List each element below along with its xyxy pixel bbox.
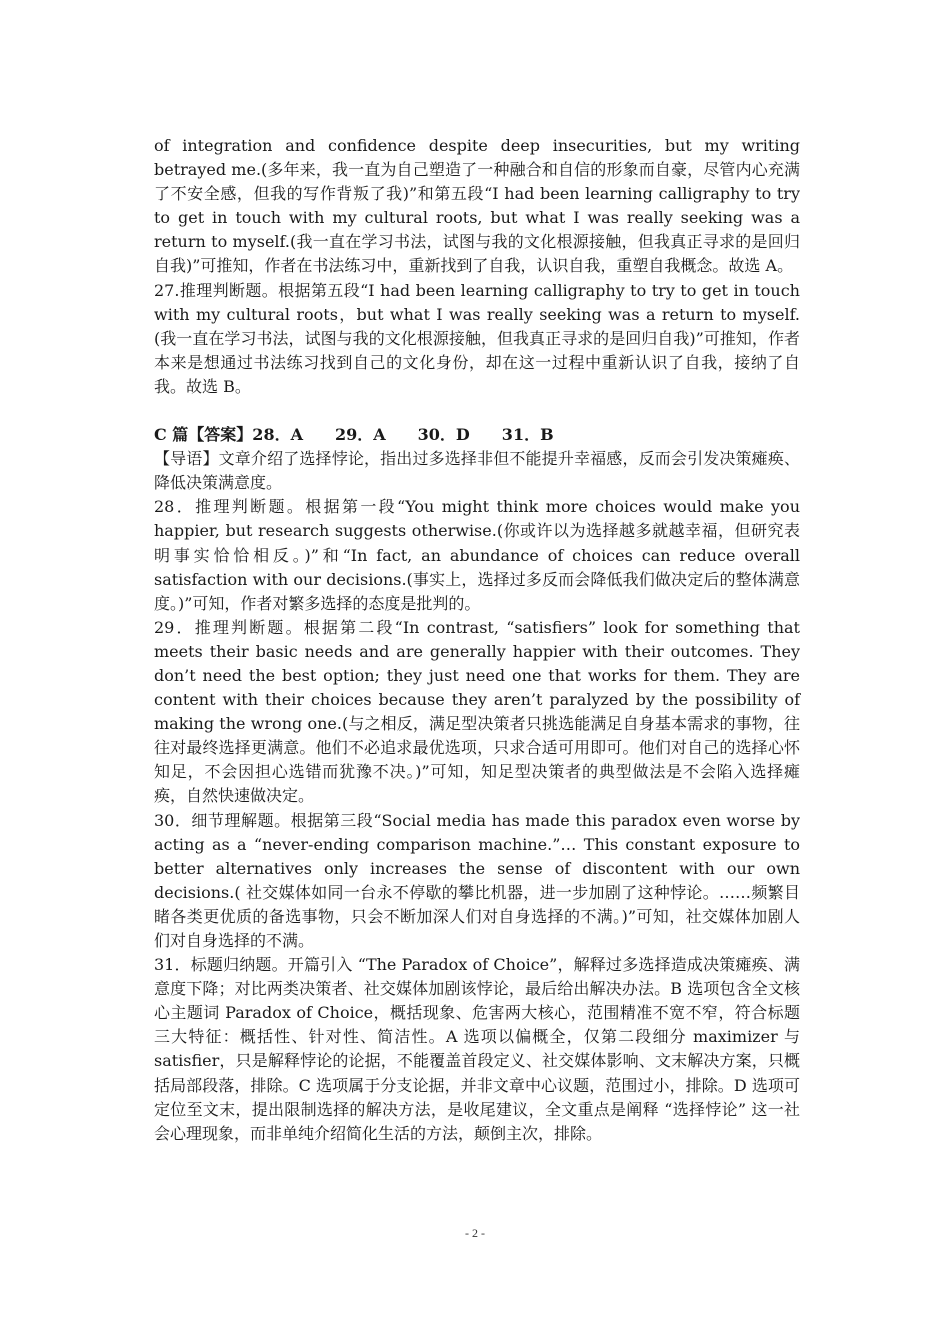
section-c-answer-heading: C 篇【答案】28．A 29．A 30．D 31．B <box>154 425 554 445</box>
section-b-explanations <box>154 134 800 399</box>
document-page <box>154 134 800 1146</box>
page-number: - 2 - <box>465 1226 485 1240</box>
q30-explanation: 30．细节理解题。根据第三段“Social media has made this paradox even worse by acting as a “never-ending comparison machine.”… This constant exposure to better alternatives only increases the sense of discontent with our own decisions.( 社交媒体如同一台永不停歇的攀比机器，进一步加剧了这种悖论。……频繁目睹各类更优质的备选事物，只会不断加深人们对自身选择的不满。)”可知，社交媒体加剧人们对自身选择的不满。 <box>154 810 800 950</box>
section-c-intro: 【导语】文章介绍了选择悖论，指出过多选择非但不能提升幸福感，反而会引发决策瘫痪、降低决策满意度。 <box>154 449 800 493</box>
q31-explanation: 31．标题归纳题。开篇引入 “The Paradox of Choice”，解释过多选择造成决策瘫痪、满意度下降；对比两类决策者、社交媒体加剧该悖论，最后给出解决办法。B 选项包含全文核心主题词 Paradox of Choice，概括现象、危害两大核心，范围精准不宽不窄，符合标题三大特征：概括性、针对性、简洁性。A 选项以偏概全，仅第二段细分 maximizer 与 satisfier，只是解释悖论的论据，不能覆盖首段定义、社交媒体影响、文末解决方案，只概括局部段落，排除。C 选项属于分支论据，并非文章中心议题，范围过小，排除。D 选项可定位至文末，提出限制选择的解决方法，是收尾建议，全文重点是阐释 “选择悖论” 这一社会心理现象，而非单纯介绍简化生活的方法，颠倒主次，排除。 <box>154 955 800 1143</box>
section-spacer <box>154 399 800 423</box>
section-c-explanations <box>154 423 800 1146</box>
q29-explanation: 29．推理判断题。根据第二段“In contrast, “satisfiers” look for something that meets their basic needs and are generally happier with their outcomes. They don’t need the best option; they just need one that works for them. They are content with their choices because they aren’t paralyzed by the possibility of making the wrong one.(与之相反，满足型决策者只挑选能满足自身基本需求的事物，往往对最终选择更满意。他们不必追求最优选项，只求合适可用即可。他们对自己的选择心怀知足，不会因担心选错而犹豫不决。)”可知，知足型决策者的典型做法是不会陷入选择瘫痪，自然快速做决定。 <box>154 617 800 806</box>
q26-explanation-continued: of integration and confidence despite deep insecurities, but my writing betrayed me.(多年来，我一直为自己塑造了一种融合和自信的形象而自豪，尽管内心充满了不安全感，但我的写作背叛了我)”和第五段“I had been learning calligraphy to try to get in touch with my cultural roots, but what I was really seeking was a return to myself.(我一直在学习书法，试图与我的文化根源接触，但我真正寻求的是回归自我)”可推知，作者在书法练习中，重新找到了自我，认识自我，重塑自我概念。故选 A。 <box>154 136 800 276</box>
q28-explanation: 28．推理判断题。根据第一段“You might think more choices would make you happier, but research suggests otherwise.(你或许以为选择越多就越幸福，但研究表明事实恰恰相反。)”和“In fact, an abundance of choices can reduce overall satisfaction with our decisions.(事实上，选择过多反而会降低我们做决定后的整体满意度。)”可知，作者对繁多选择的态度是批判的。 <box>154 497 800 613</box>
q27-explanation: 27.推理判断题。根据第五段“I had been learning calligraphy to try to get in touch with my cultural roots，but what I was really seeking was a return to myself.(我一直在学习书法，试图与我的文化根源接触，但我真正寻求的是回归自我)”可推知，作者本来是想通过书法练习找到自己的文化身份，却在这一过程中重新认识了自我，接纳了自我。故选 B。 <box>154 280 800 396</box>
